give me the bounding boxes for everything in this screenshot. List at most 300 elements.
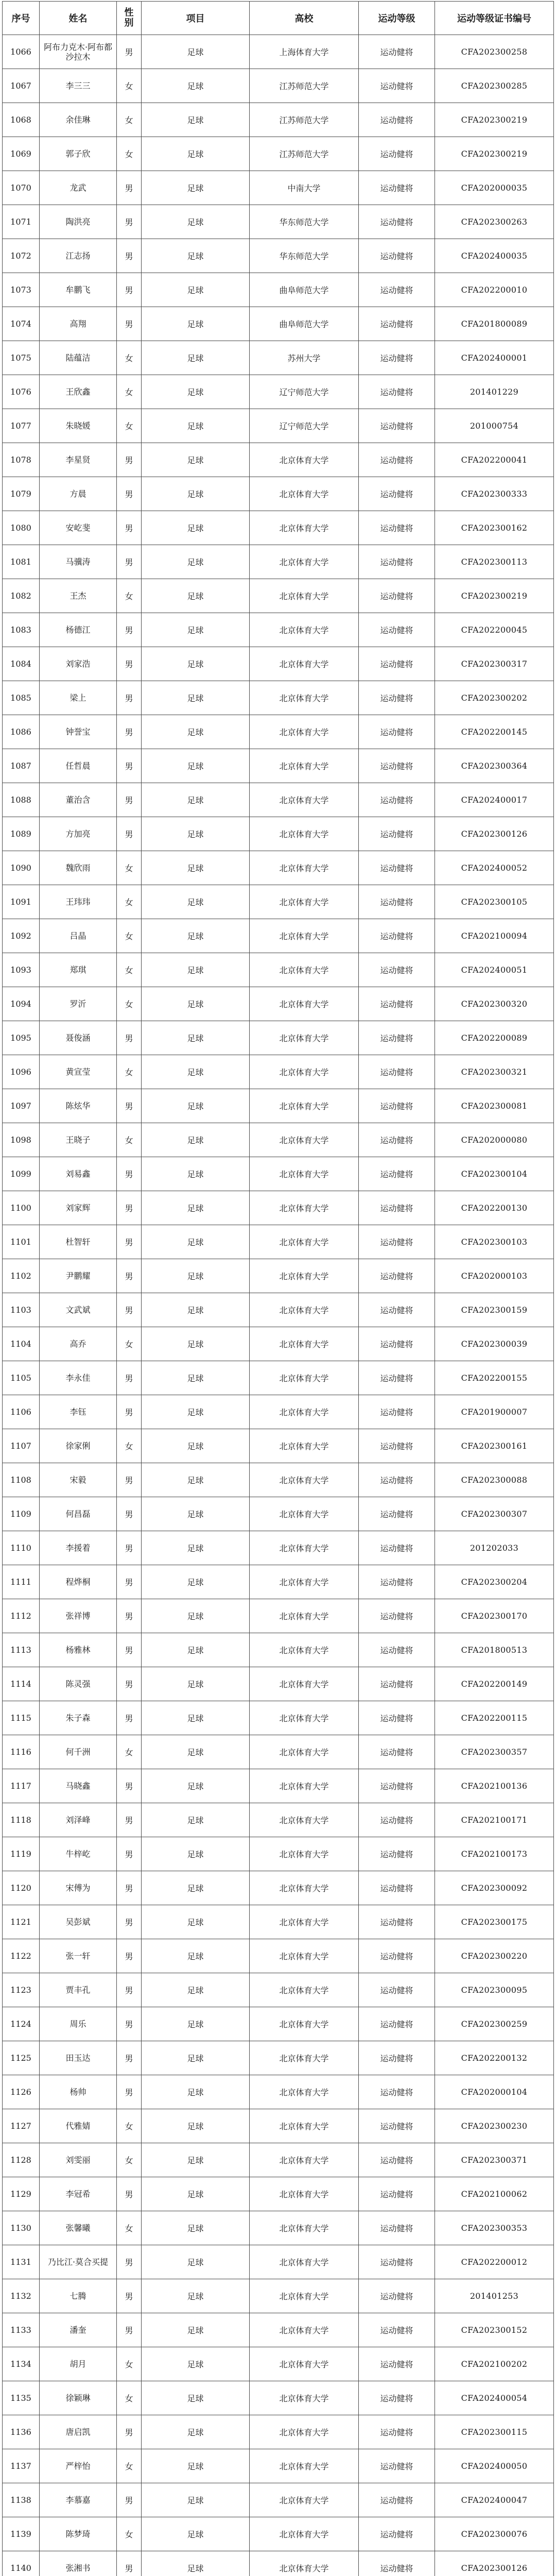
cell-no: 1092 — [3, 919, 40, 953]
header-no: 序号 — [3, 2, 40, 35]
table-row — [3, 1259, 554, 1293]
cell-item: 足球 — [142, 1021, 250, 1055]
cell-school: 北京体育大学 — [250, 1701, 359, 1735]
table-row — [3, 2075, 554, 2109]
cell-school: 华东师范大学 — [250, 239, 359, 273]
table-row — [3, 103, 554, 137]
cell-cert: CFA202300088 — [435, 1463, 554, 1497]
cell-item: 足球 — [142, 341, 250, 375]
table-row — [3, 2347, 554, 2381]
cell-no: 1084 — [3, 647, 40, 681]
table-row — [3, 1361, 554, 1395]
cell-sex: 男 — [117, 1803, 142, 1837]
cell-sex: 男 — [117, 1837, 142, 1871]
cell-school: 北京体育大学 — [250, 2483, 359, 2517]
cell-sex: 女 — [117, 2109, 142, 2143]
cell-school: 北京体育大学 — [250, 2143, 359, 2177]
cell-level: 运动健将 — [359, 137, 435, 171]
athlete-level-table — [2, 1, 554, 2576]
cell-level: 运动健将 — [359, 1599, 435, 1633]
table-row — [3, 783, 554, 817]
cell-name: 周乐 — [40, 2007, 117, 2041]
cell-sex: 男 — [117, 307, 142, 341]
cell-cert: CFA202300204 — [435, 1565, 554, 1599]
cell-sex: 男 — [117, 613, 142, 647]
cell-level: 运动健将 — [359, 783, 435, 817]
cell-sex: 男 — [117, 1973, 142, 2007]
table-row — [3, 1701, 554, 1735]
cell-level: 运动健将 — [359, 579, 435, 613]
cell-cert: CFA202300161 — [435, 1429, 554, 1463]
cell-school: 江苏师范大学 — [250, 103, 359, 137]
cell-name: 刘易鑫 — [40, 1157, 117, 1191]
cell-item: 足球 — [142, 1157, 250, 1191]
table-row — [3, 35, 554, 69]
cell-cert: CFA201800089 — [435, 307, 554, 341]
table-row — [3, 1123, 554, 1157]
cell-school: 北京体育大学 — [250, 715, 359, 749]
table-row — [3, 375, 554, 409]
cell-item: 足球 — [142, 953, 250, 987]
cell-sex: 女 — [117, 341, 142, 375]
cell-name: 杨雅林 — [40, 1633, 117, 1667]
cell-school: 北京体育大学 — [250, 885, 359, 919]
cell-school: 北京体育大学 — [250, 2211, 359, 2245]
cell-cert: CFA202300104 — [435, 1157, 554, 1191]
cell-item: 足球 — [142, 137, 250, 171]
cell-sex: 男 — [117, 2415, 142, 2449]
cell-school: 北京体育大学 — [250, 2517, 359, 2551]
cell-level: 运动健将 — [359, 1837, 435, 1871]
cell-level: 运动健将 — [359, 1633, 435, 1667]
cell-item: 足球 — [142, 443, 250, 477]
cell-school: 北京体育大学 — [250, 1361, 359, 1395]
cell-name: 高乔 — [40, 1327, 117, 1361]
cell-no: 1126 — [3, 2075, 40, 2109]
cell-item: 足球 — [142, 239, 250, 273]
cell-item: 足球 — [142, 1361, 250, 1395]
cell-item: 足球 — [142, 1429, 250, 1463]
cell-no: 1122 — [3, 1939, 40, 1973]
cell-cert: CFA202000080 — [435, 1123, 554, 1157]
cell-name: 李援着 — [40, 1531, 117, 1565]
cell-level: 运动健将 — [359, 477, 435, 511]
cell-level: 运动健将 — [359, 1055, 435, 1089]
cell-sex: 女 — [117, 1327, 142, 1361]
cell-level: 运动健将 — [359, 2211, 435, 2245]
cell-item: 足球 — [142, 205, 250, 239]
cell-school: 北京体育大学 — [250, 2279, 359, 2313]
table-row — [3, 1089, 554, 1123]
table-row — [3, 579, 554, 613]
cell-cert: CFA202300219 — [435, 579, 554, 613]
cell-sex: 男 — [117, 1871, 142, 1905]
cell-item: 足球 — [142, 1803, 250, 1837]
cell-name: 杜智轩 — [40, 1225, 117, 1259]
cell-item: 足球 — [142, 511, 250, 545]
cell-sex: 男 — [117, 1633, 142, 1667]
cell-school: 北京体育大学 — [250, 1837, 359, 1871]
cell-level: 运动健将 — [359, 1769, 435, 1803]
table-row — [3, 2483, 554, 2517]
cell-name: 王杰 — [40, 579, 117, 613]
cell-cert: CFA201800513 — [435, 1633, 554, 1667]
cell-no: 1095 — [3, 1021, 40, 1055]
cell-no: 1114 — [3, 1667, 40, 1701]
cell-name: 田玉达 — [40, 2041, 117, 2075]
cell-sex: 男 — [117, 1905, 142, 1939]
cell-sex: 男 — [117, 2313, 142, 2347]
cell-no: 1101 — [3, 1225, 40, 1259]
cell-item: 足球 — [142, 1463, 250, 1497]
cell-no: 1115 — [3, 1701, 40, 1735]
cell-school: 北京体育大学 — [250, 851, 359, 885]
cell-no: 1066 — [3, 35, 40, 69]
cell-level: 运动健将 — [359, 715, 435, 749]
cell-name: 陈炫华 — [40, 1089, 117, 1123]
cell-no: 1070 — [3, 171, 40, 205]
table-row — [3, 2143, 554, 2177]
cell-no: 1140 — [3, 2551, 40, 2576]
cell-no: 1110 — [3, 1531, 40, 1565]
cell-no: 1104 — [3, 1327, 40, 1361]
cell-level: 运动健将 — [359, 1667, 435, 1701]
cell-no: 1102 — [3, 1259, 40, 1293]
cell-item: 足球 — [142, 1735, 250, 1769]
cell-school: 北京体育大学 — [250, 783, 359, 817]
cell-sex: 男 — [117, 2041, 142, 2075]
cell-name: 李慕嘉 — [40, 2483, 117, 2517]
cell-school: 北京体育大学 — [250, 1089, 359, 1123]
cell-level: 运动健将 — [359, 1429, 435, 1463]
cell-cert: CFA202200155 — [435, 1361, 554, 1395]
cell-sex: 男 — [117, 1191, 142, 1225]
cell-name: 朱晓媛 — [40, 409, 117, 443]
cell-item: 足球 — [142, 2415, 250, 2449]
cell-name: 李三三 — [40, 69, 117, 103]
cell-level: 运动健将 — [359, 2075, 435, 2109]
table-row — [3, 647, 554, 681]
cell-item: 足球 — [142, 2041, 250, 2075]
cell-name: 七腾 — [40, 2279, 117, 2313]
cell-school: 北京体育大学 — [250, 1939, 359, 1973]
cell-level: 运动健将 — [359, 1871, 435, 1905]
cell-name: 张祥博 — [40, 1599, 117, 1633]
cell-cert: CFA202300039 — [435, 1327, 554, 1361]
cell-sex: 男 — [117, 2075, 142, 2109]
cell-item: 足球 — [142, 1123, 250, 1157]
cell-sex: 男 — [117, 681, 142, 715]
cell-sex: 男 — [117, 2551, 142, 2576]
cell-level: 运动健将 — [359, 239, 435, 273]
cell-level: 运动健将 — [359, 2041, 435, 2075]
table-row — [3, 2381, 554, 2415]
cell-level: 运动健将 — [359, 2347, 435, 2381]
cell-sex: 女 — [117, 2381, 142, 2415]
cell-name: 郭子欣 — [40, 137, 117, 171]
cell-level: 运动健将 — [359, 2143, 435, 2177]
cell-no: 1094 — [3, 987, 40, 1021]
cell-level: 运动健将 — [359, 2517, 435, 2551]
cell-item: 足球 — [142, 613, 250, 647]
cell-level: 运动健将 — [359, 1463, 435, 1497]
cell-school: 辽宁师范大学 — [250, 375, 359, 409]
cell-item: 足球 — [142, 1905, 250, 1939]
cell-level: 运动健将 — [359, 205, 435, 239]
cell-school: 北京体育大学 — [250, 1735, 359, 1769]
table-row — [3, 273, 554, 307]
cell-level: 运动健将 — [359, 1361, 435, 1395]
cell-cert: CFA202200041 — [435, 443, 554, 477]
cell-cert: CFA202300219 — [435, 103, 554, 137]
cell-sex: 男 — [117, 205, 142, 239]
header-cert: 运动等级证书编号 — [435, 2, 554, 35]
cell-name: 吕晶 — [40, 919, 117, 953]
table-row — [3, 715, 554, 749]
cell-cert: CFA202300103 — [435, 1225, 554, 1259]
cell-item: 足球 — [142, 1769, 250, 1803]
table-row — [3, 1429, 554, 1463]
cell-level: 运动健将 — [359, 1021, 435, 1055]
cell-school: 北京体育大学 — [250, 1633, 359, 1667]
table-row — [3, 1769, 554, 1803]
cell-name: 余佳琳 — [40, 103, 117, 137]
cell-no: 1091 — [3, 885, 40, 919]
cell-school: 曲阜师范大学 — [250, 273, 359, 307]
cell-sex: 女 — [117, 1735, 142, 1769]
cell-sex: 男 — [117, 545, 142, 579]
cell-cert: CFA202300126 — [435, 817, 554, 851]
cell-name: 尹鹏耀 — [40, 1259, 117, 1293]
cell-cert: CFA202300076 — [435, 2517, 554, 2551]
cell-cert: 201401253 — [435, 2279, 554, 2313]
cell-sex: 男 — [117, 647, 142, 681]
cell-sex: 男 — [117, 1667, 142, 1701]
cell-item: 足球 — [142, 1089, 250, 1123]
table-row — [3, 613, 554, 647]
cell-cert: CFA202200145 — [435, 715, 554, 749]
cell-item: 足球 — [142, 579, 250, 613]
cell-school: 北京体育大学 — [250, 1803, 359, 1837]
cell-level: 运动健将 — [359, 681, 435, 715]
cell-no: 1106 — [3, 1395, 40, 1429]
cell-name: 董治含 — [40, 783, 117, 817]
cell-sex: 男 — [117, 715, 142, 749]
cell-level: 运动健将 — [359, 103, 435, 137]
table-row — [3, 1191, 554, 1225]
cell-cert: CFA202200012 — [435, 2245, 554, 2279]
table-row — [3, 749, 554, 783]
cell-cert: CFA202300170 — [435, 1599, 554, 1633]
cell-cert: CFA202300115 — [435, 2415, 554, 2449]
cell-cert: CFA202300152 — [435, 2313, 554, 2347]
table-row — [3, 511, 554, 545]
cell-level: 运动健将 — [359, 171, 435, 205]
cell-item: 足球 — [142, 1191, 250, 1225]
cell-sex: 女 — [117, 69, 142, 103]
cell-no: 1077 — [3, 409, 40, 443]
cell-item: 足球 — [142, 1871, 250, 1905]
cell-school: 北京体育大学 — [250, 1055, 359, 1089]
cell-cert: CFA202300095 — [435, 1973, 554, 2007]
cell-cert: CFA202400035 — [435, 239, 554, 273]
cell-item: 足球 — [142, 2143, 250, 2177]
cell-item: 足球 — [142, 2279, 250, 2313]
cell-item: 足球 — [142, 1701, 250, 1735]
cell-name: 朱子森 — [40, 1701, 117, 1735]
cell-sex: 男 — [117, 273, 142, 307]
table-row — [3, 1905, 554, 1939]
cell-no: 1120 — [3, 1871, 40, 1905]
cell-sex: 女 — [117, 409, 142, 443]
cell-cert: CFA202300113 — [435, 545, 554, 579]
cell-level: 运动健将 — [359, 919, 435, 953]
cell-item: 足球 — [142, 307, 250, 341]
cell-name: 程烨桐 — [40, 1565, 117, 1599]
cell-school: 北京体育大学 — [250, 681, 359, 715]
cell-school: 北京体育大学 — [250, 1429, 359, 1463]
cell-name: 杨德江 — [40, 613, 117, 647]
cell-school: 北京体育大学 — [250, 647, 359, 681]
cell-item: 足球 — [142, 2483, 250, 2517]
cell-name: 刘家浩 — [40, 647, 117, 681]
cell-item: 足球 — [142, 885, 250, 919]
table-row — [3, 443, 554, 477]
cell-level: 运动健将 — [359, 2313, 435, 2347]
cell-cert: CFA202100094 — [435, 919, 554, 953]
cell-item: 足球 — [142, 2313, 250, 2347]
cell-name: 宋傅为 — [40, 1871, 117, 1905]
cell-school: 北京体育大学 — [250, 2381, 359, 2415]
cell-cert: CFA202200010 — [435, 273, 554, 307]
cell-no: 1131 — [3, 2245, 40, 2279]
cell-no: 1072 — [3, 239, 40, 273]
table-header-row — [3, 2, 554, 35]
cell-name: 陈灵强 — [40, 1667, 117, 1701]
table-row — [3, 681, 554, 715]
cell-cert: CFA202300092 — [435, 1871, 554, 1905]
cell-sex: 男 — [117, 2279, 142, 2313]
table-row — [3, 1973, 554, 2007]
cell-school: 北京体育大学 — [250, 2075, 359, 2109]
cell-no: 1088 — [3, 783, 40, 817]
cell-sex: 女 — [117, 137, 142, 171]
cell-sex: 男 — [117, 1939, 142, 1973]
table-row — [3, 1293, 554, 1327]
cell-no: 1119 — [3, 1837, 40, 1871]
cell-cert: CFA202400051 — [435, 953, 554, 987]
cell-item: 足球 — [142, 2211, 250, 2245]
table-row — [3, 1395, 554, 1429]
cell-sex: 男 — [117, 511, 142, 545]
table-row — [3, 1565, 554, 1599]
cell-cert: 201202033 — [435, 1531, 554, 1565]
cell-cert: CFA202300371 — [435, 2143, 554, 2177]
table-row — [3, 171, 554, 205]
cell-level: 运动健将 — [359, 749, 435, 783]
cell-sex: 女 — [117, 919, 142, 953]
cell-level: 运动健将 — [359, 2551, 435, 2576]
cell-name: 刘家辉 — [40, 1191, 117, 1225]
cell-item: 足球 — [142, 1531, 250, 1565]
cell-no: 1067 — [3, 69, 40, 103]
cell-no: 1069 — [3, 137, 40, 171]
cell-name: 何千洲 — [40, 1735, 117, 1769]
cell-item: 足球 — [142, 1395, 250, 1429]
cell-sex: 男 — [117, 1395, 142, 1429]
table-row — [3, 1599, 554, 1633]
cell-name: 李星贤 — [40, 443, 117, 477]
cell-item: 足球 — [142, 987, 250, 1021]
table-row — [3, 2449, 554, 2483]
table-row — [3, 2041, 554, 2075]
cell-cert: CFA202200089 — [435, 1021, 554, 1055]
cell-sex: 男 — [117, 2177, 142, 2211]
athlete-table-sheet — [2, 1, 553, 2576]
cell-school: 北京体育大学 — [250, 2109, 359, 2143]
cell-school: 北京体育大学 — [250, 579, 359, 613]
cell-level: 运动健将 — [359, 1803, 435, 1837]
cell-level: 运动健将 — [359, 613, 435, 647]
cell-cert: CFA202300317 — [435, 647, 554, 681]
cell-cert: CFA202000103 — [435, 1259, 554, 1293]
cell-no: 1109 — [3, 1497, 40, 1531]
cell-school: 北京体育大学 — [250, 919, 359, 953]
table-row — [3, 919, 554, 953]
cell-school: 北京体育大学 — [250, 1497, 359, 1531]
cell-cert: CFA202100062 — [435, 2177, 554, 2211]
cell-item: 足球 — [142, 273, 250, 307]
cell-school: 北京体育大学 — [250, 2449, 359, 2483]
cell-no: 1076 — [3, 375, 40, 409]
cell-sex: 男 — [117, 2007, 142, 2041]
cell-school: 北京体育大学 — [250, 613, 359, 647]
cell-sex: 女 — [117, 2143, 142, 2177]
cell-school: 北京体育大学 — [250, 1871, 359, 1905]
cell-school: 北京体育大学 — [250, 749, 359, 783]
cell-sex: 男 — [117, 1769, 142, 1803]
table-row — [3, 2211, 554, 2245]
cell-name: 安屹斐 — [40, 511, 117, 545]
cell-sex: 女 — [117, 375, 142, 409]
cell-no: 1078 — [3, 443, 40, 477]
cell-level: 运动健将 — [359, 307, 435, 341]
cell-name: 胡月 — [40, 2347, 117, 2381]
cell-sex: 男 — [117, 1701, 142, 1735]
cell-sex: 男 — [117, 2483, 142, 2517]
cell-cert: CFA202300333 — [435, 477, 554, 511]
cell-no: 1089 — [3, 817, 40, 851]
cell-name: 阿布力克木·阿布都沙拉木 — [40, 35, 117, 69]
cell-item: 足球 — [142, 1225, 250, 1259]
cell-school: 北京体育大学 — [250, 1395, 359, 1429]
cell-cert: CFA202400017 — [435, 783, 554, 817]
cell-no: 1099 — [3, 1157, 40, 1191]
cell-no: 1085 — [3, 681, 40, 715]
cell-name: 何昌磊 — [40, 1497, 117, 1531]
cell-name: 徐家俐 — [40, 1429, 117, 1463]
cell-name: 马晓鑫 — [40, 1769, 117, 1803]
cell-sex: 女 — [117, 1429, 142, 1463]
cell-level: 运动健将 — [359, 1973, 435, 2007]
cell-no: 1074 — [3, 307, 40, 341]
cell-level: 运动健将 — [359, 953, 435, 987]
table-row — [3, 1463, 554, 1497]
cell-level: 运动健将 — [359, 273, 435, 307]
cell-name: 魏欣雨 — [40, 851, 117, 885]
cell-school: 北京体育大学 — [250, 1667, 359, 1701]
cell-item: 足球 — [142, 1565, 250, 1599]
